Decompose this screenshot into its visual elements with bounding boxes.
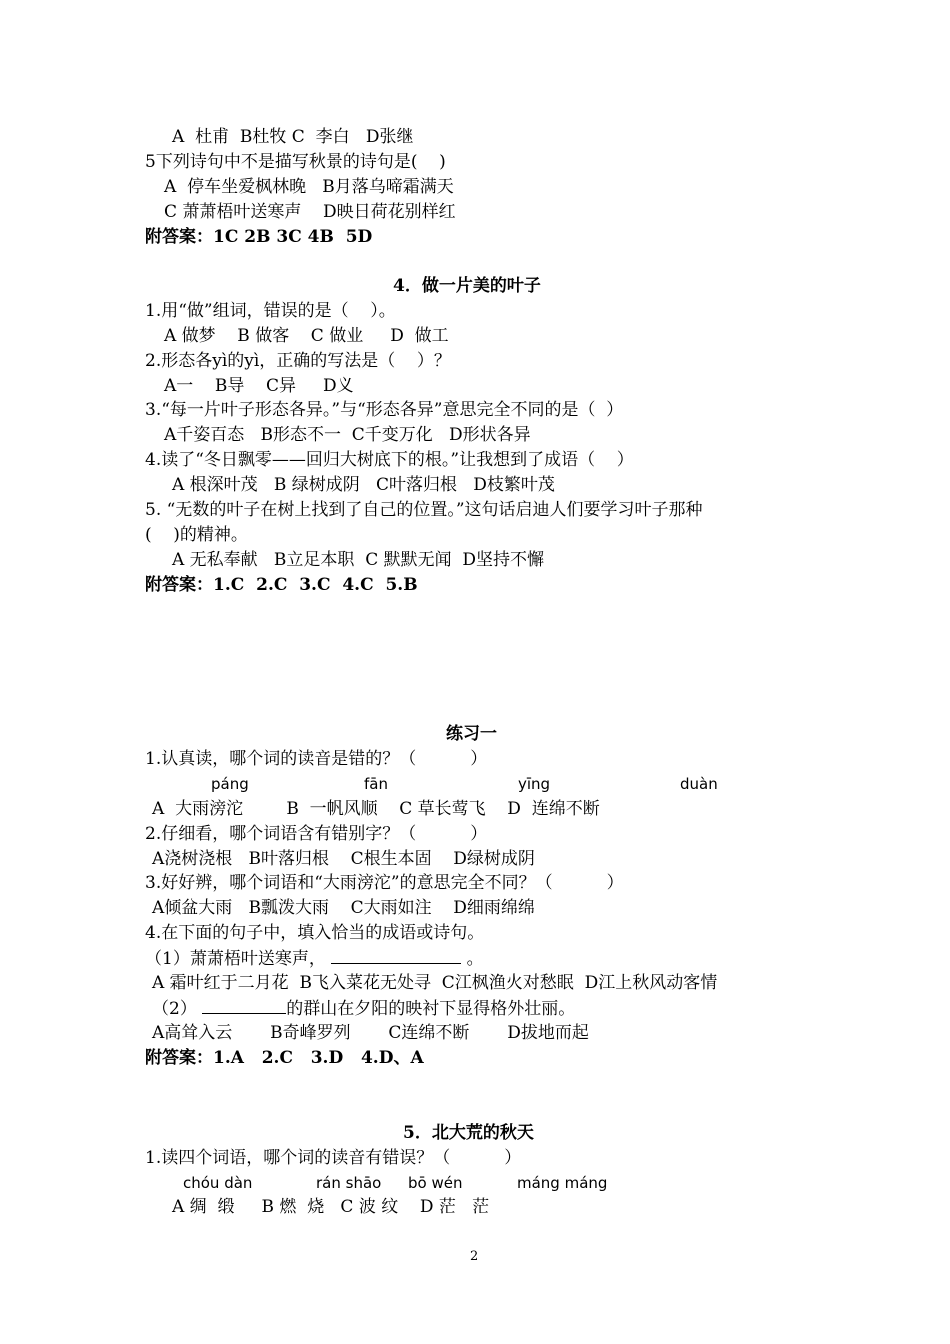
pinyin-annotation: yīng [518,775,551,793]
fill-in-prefix: （1）萧萧梧叶送寒声， [145,949,332,969]
fill-in-line [145,947,484,970]
answer-key: 附答案：1.C 2.C 3.C 4.C 5.B [145,575,418,595]
pinyin-annotation: rán shāo [316,1174,382,1192]
question-text: 5. “无数的叶子在树上找到了自己的位置。”这句话启迪人们要学习叶子那种 [145,500,703,520]
pinyin-annotation: chóu dàn [183,1174,253,1192]
option-line: A 杜甫 B杜牧 C 李白 D张继 [172,127,414,147]
option-line: A 做梦 B 做客 C 做业 D 做工 [164,326,449,346]
option-line: A一 B导 C异 D义 [164,376,354,396]
section-title: 5．北大荒的秋天 [403,1123,534,1143]
fill-in-line [152,997,575,1020]
option-line: A浇树浇根 B叶落归根 C根生本固 D绿树成阴 [152,849,535,869]
fill-in-suffix: 。 [461,949,484,969]
answer-blank [331,947,461,964]
pinyin-annotation: duàn [680,775,718,793]
option-line: A 停车坐爱枫林晚 B月落乌啼霜满天 [164,177,454,197]
question-text: 2.形态各yì的yì，正确的写法是（ ）？ [145,351,451,371]
option-line: A千姿百态 B形态不一 C千变万化 D形状各异 [164,425,531,445]
section-title: 练习一 [446,724,497,744]
fill-in-suffix: 的群山在夕阳的映衬下显得格外壮丽。 [286,999,576,1019]
fill-in-prefix: （2） [152,999,203,1019]
answer-key: 附答案：1.A 2.C 3.D 4.D、A [145,1048,424,1068]
section-title: 4．做一片美的叶子 [393,276,541,296]
option-line: A倾盆大雨 B瓢泼大雨 C大雨如注 D细雨绵绵 [152,898,535,918]
pinyin-annotation: páng [211,775,249,793]
answer-key: 附答案：1C 2B 3C 4B 5D [145,227,373,247]
question-text: ( )的精神。 [145,525,248,545]
option-line: A 绸 缎 B 燃 烧 C 波 纹 D 茫 茫 [172,1197,490,1217]
question-text: 4.在下面的句子中，填入恰当的成语或诗句。 [145,923,485,943]
question-text: 3.“每一片叶子形态各异。”与“形态各异”意思完全不同的是（ ） [145,400,624,420]
question-text: 3.好好辨，哪个词语和“大雨滂沱”的意思完全不同？（ ） [145,873,624,893]
pinyin-annotation: fān [364,775,388,793]
question-text: 1.读四个词语，哪个词的读音有错误？（ ） [145,1148,522,1168]
pinyin-annotation: bō wén [408,1174,463,1192]
pinyin-annotation: máng máng [517,1174,608,1192]
answer-blank [202,997,286,1014]
option-line: C 萧萧梧叶送寒声 D映日荷花别样红 [164,202,456,222]
question-text: 5下列诗句中不是描写秋景的诗句是( ) [145,152,446,172]
option-line: A 根深叶茂 B 绿树成阴 C叶落归根 D枝繁叶茂 [172,475,555,495]
question-text: 2.仔细看，哪个词语含有错别字？（ ） [145,824,488,844]
option-line: A 大雨滂沱 B 一帆风顺 C 草长莺飞 D 连绵不断 [152,799,600,819]
option-line: A 无私奉献 B立足本职 C 默默无闻 D坚持不懈 [172,550,545,570]
page-number: 2 [470,1249,479,1264]
question-text: 4.读了“冬日飘零——回归大树底下的根。”让我想到了成语（ ） [145,450,634,470]
question-text: 1.认真读，哪个词的读音是错的？（ ） [145,749,488,769]
option-line: A 霜叶红于二月花 B飞入菜花无处寻 C江枫渔火对愁眠 D江上秋风动客情 [152,973,718,993]
question-text: 1.用“做”组词，错误的是（ ）。 [145,301,396,321]
option-line: A高耸入云 B奇峰罗列 C连绵不断 D拔地而起 [152,1023,589,1043]
